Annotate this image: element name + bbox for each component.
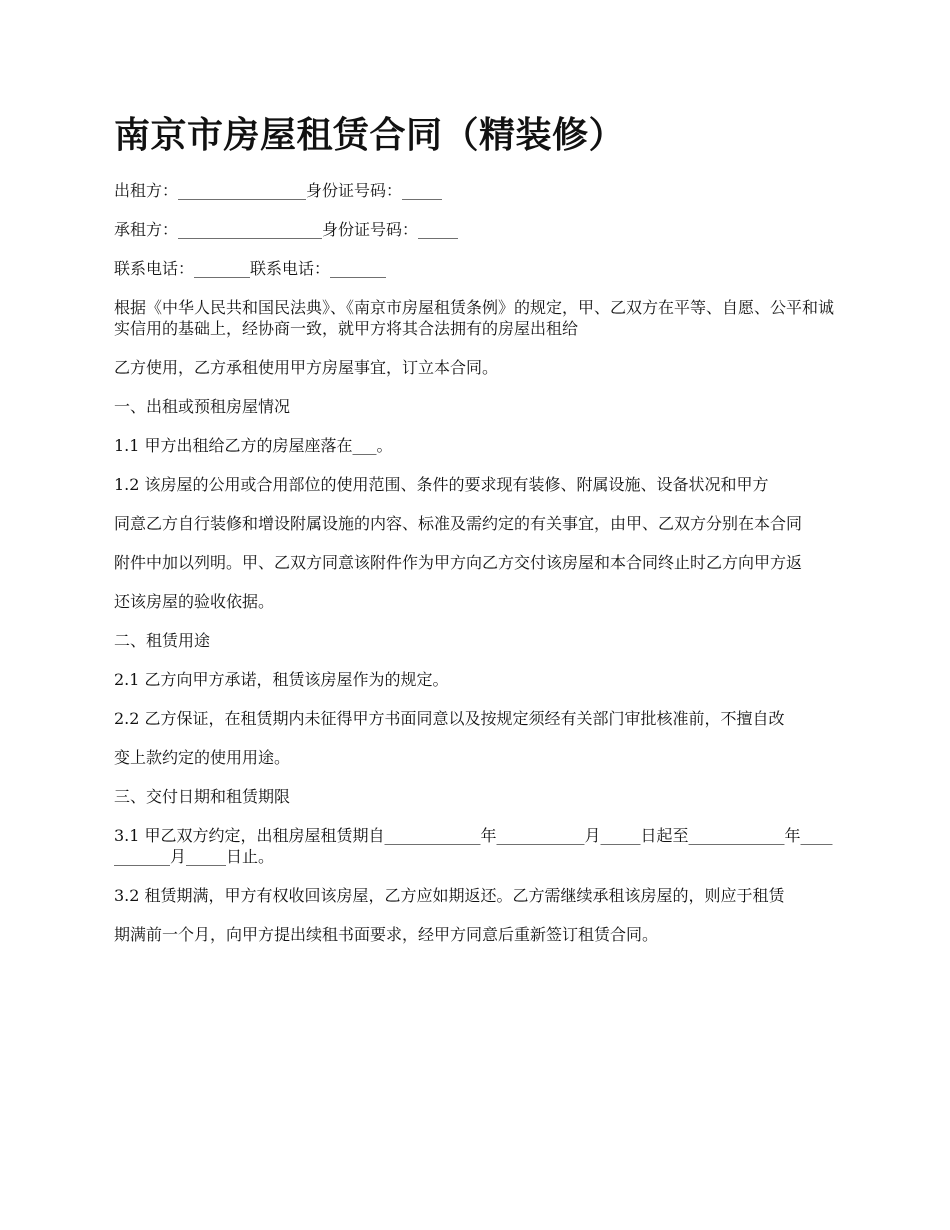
lessee-line: 承租方：__________________身份证号码：_____ xyxy=(114,220,459,239)
clause-3-2: 3.2 租赁期满，甲方有权收回该房屋，乙方应如期返还。乙方需继续承租该房屋的，则应于租赁 xyxy=(114,886,785,905)
contact-phone-line: 联系电话：_______联系电话：_______ xyxy=(114,259,387,278)
clause-2-2-continuation: 变上款约定的使用用途。 xyxy=(114,748,291,767)
clause-1-2-continuation-b: 附件中加以列明。甲、乙双方同意该附件作为甲方向乙方交付该房屋和本合同终止时乙方向甲方返 xyxy=(114,553,803,572)
document-title: 南京市房屋租赁合同（精装修） xyxy=(114,115,626,156)
section-heading-3: 三、交付日期和租赁期限 xyxy=(114,787,291,806)
clause-1-2-continuation-c: 还该房屋的验收依据。 xyxy=(114,592,275,611)
clause-2-2: 2.2 乙方保证，在租赁期内未征得甲方书面同意以及按规定须经有关部门审批核准前，不擅自改 xyxy=(114,709,785,728)
clause-3-1: 3.1 甲乙双方约定，出租房屋租赁期自____________年___________月_____日起至____________年___________月_____日止。 xyxy=(114,826,833,866)
preamble-continuation: 乙方使用，乙方承租使用甲方房屋事宜，订立本合同。 xyxy=(114,358,499,377)
section-heading-1: 一、出租或预租房屋情况 xyxy=(114,397,291,416)
clause-3-2-continuation: 期满前一个月，向甲方提出续租书面要求，经甲方同意后重新签订租赁合同。 xyxy=(114,925,659,944)
clause-1-2-continuation-a: 同意乙方自行装修和增设附属设施的内容、标准及需约定的有关事宜，由甲、乙双方分别在本合同 xyxy=(114,514,803,533)
clause-1-1: 1.1 甲方出租给乙方的房屋座落在___。 xyxy=(114,436,393,455)
clause-2-1: 2.1 乙方向甲方承诺，租赁该房屋作为的规定。 xyxy=(114,670,449,689)
preamble-paragraph: 根据《中华人民共和国民法典》、《南京市房屋租赁条例》的规定，甲、乙双方在平等、自愿、公平和诚实信用的基础上，经协商一致，就甲方将其合法拥有的房屋出租给 xyxy=(114,298,835,338)
document-page xyxy=(114,112,838,963)
lessor-line: 出租方：________________身份证号码：_____ xyxy=(114,181,443,200)
clause-1-2: 1.2 该房屋的公用或合用部位的使用范围、条件的要求现有装修、附属设施、设备状况和甲方 xyxy=(114,475,769,494)
section-heading-2: 二、租赁用途 xyxy=(114,631,211,650)
